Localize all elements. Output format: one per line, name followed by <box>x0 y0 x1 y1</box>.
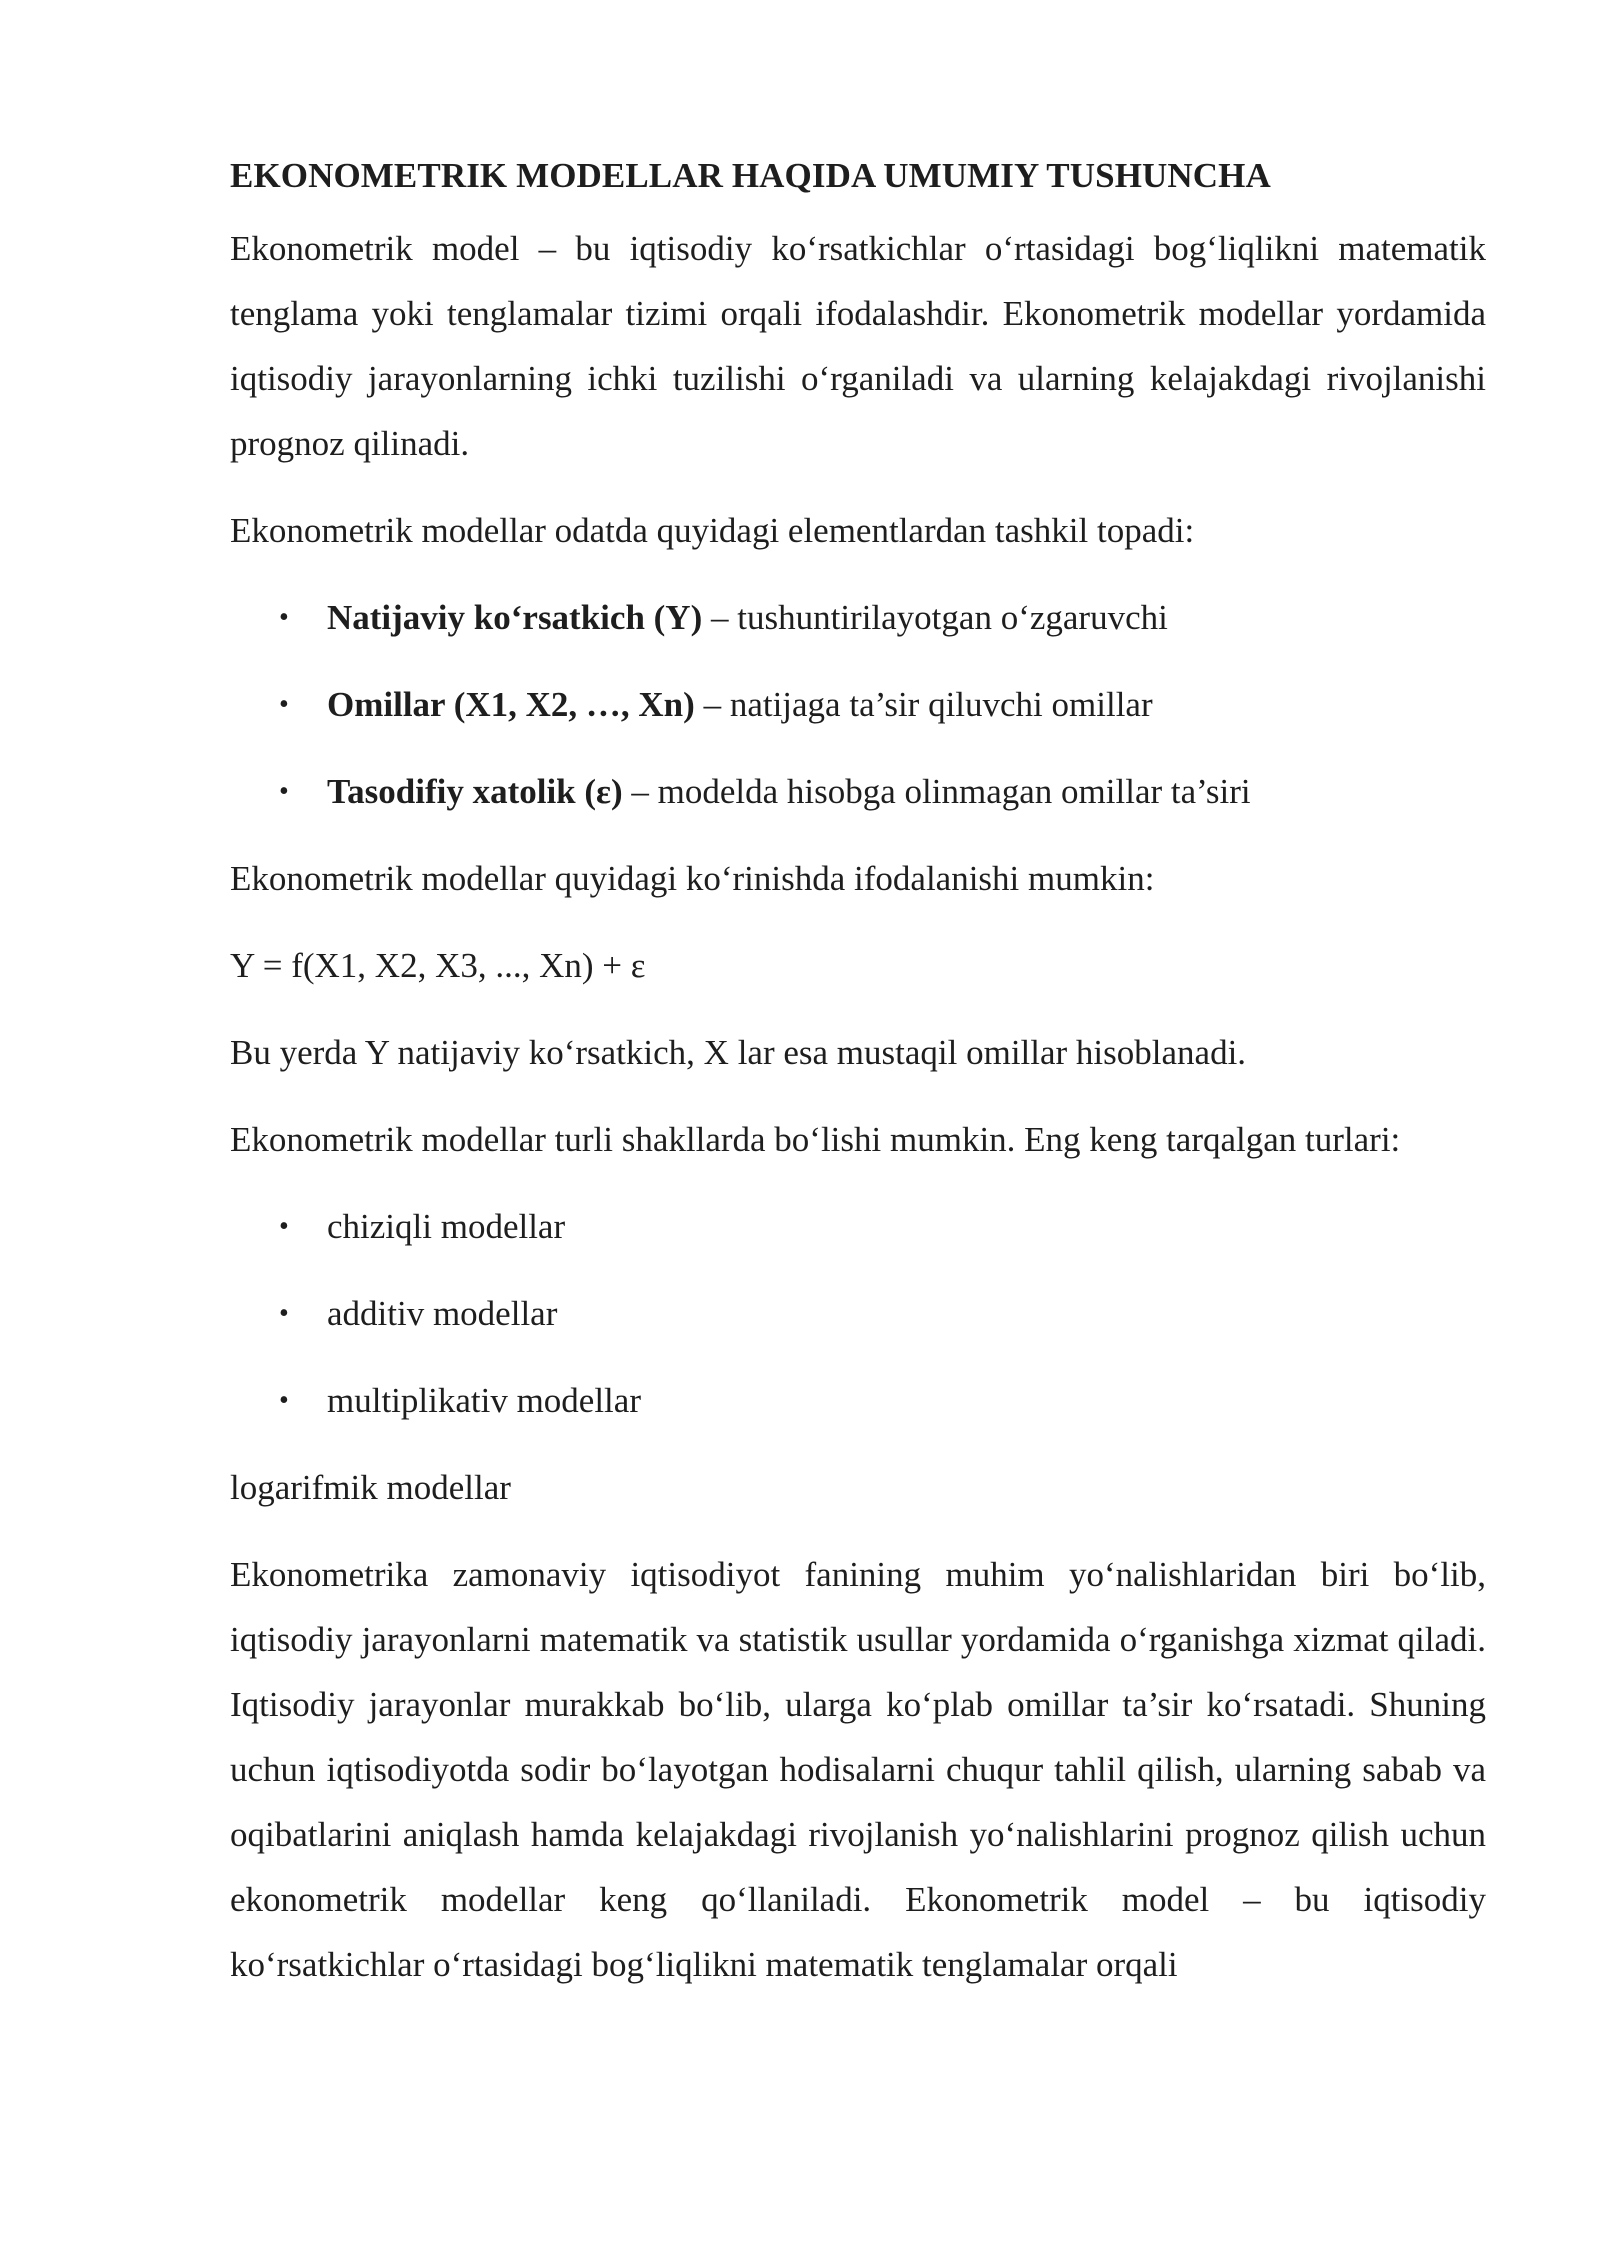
paragraph-variables-explanation: Bu yerda Y natijaviy koʻrsatkich, X lar esa mustaqil omillar hisoblanadi. <box>230 1033 1247 1072</box>
paragraph-types-intro: Ekonometrik modellar turli shakllarda boʻlishi mumkin. Eng keng tarqalgan turlari: <box>230 1120 1401 1159</box>
list-item-term: Omillar (X1, X2, …, Xn) <box>327 685 695 724</box>
document-page <box>230 150 1486 2019</box>
paragraph-logarithmic-models: logarifmik modellar <box>230 1468 511 1507</box>
list-item <box>230 672 1486 737</box>
list-item-text: additiv modellar <box>327 1294 558 1333</box>
paragraph-definition: Ekonometrik model – bu iqtisodiy koʻrsatkichlar oʻrtasidagi bogʻliqlikni matematik tenglama yoki tenglamalar tizimi orqali ifodalashdir. Ekonometrik modellar yordamida iqtisodiy jarayonlarning ichki tuzilishi oʻrganiladi va ularning kelajakdagi rivojlanishi prognoz qilinadi. <box>230 229 1486 463</box>
list-item <box>230 1281 1486 1346</box>
list-item-desc: – modelda hisobga olinmagan omillar ta’siri <box>622 772 1251 811</box>
list-item <box>230 1368 1486 1433</box>
list-item <box>230 759 1486 824</box>
bullet-icon: • <box>279 1385 289 1416</box>
paragraph-elements-intro: Ekonometrik modellar odatda quyidagi elementlardan tashkil topadi: <box>230 511 1195 550</box>
list-item-term: Natijaviy koʻrsatkich (Y) <box>327 598 703 637</box>
list-item-text: chiziqli modellar <box>327 1207 566 1246</box>
paragraph-econometrics-overview: Ekonometrika zamonaviy iqtisodiyot fanining muhim yoʻnalishlaridan biri boʻlib, iqtisodiy jarayonlarni matematik va statistik usullar yordamida oʻrganishga xizmat qiladi. Iqtisodiy jarayonlar murakkab boʻlib, ularga koʻplab omillar ta’sir koʻrsatadi. Shuning uchun iqtisodiyotda sodir boʻlayotgan hodisalarni chuqur tahlil qilish, ularning sabab va oqibatlarini aniqlash hamda kelajakdagi rivojlanish yoʻnalishlarini prognoz qilish uchun ekonometrik modellar keng qoʻllaniladi. Ekonometrik model – bu iqtisodiy koʻrsatkichlar oʻrtasidagi bogʻliqlikni matematik tenglamalar orqali <box>230 1555 1486 1984</box>
elements-list <box>230 585 1486 824</box>
list-item <box>230 1194 1486 1259</box>
types-list <box>230 1194 1486 1433</box>
model-formula: Y = f(X1, X2, X3, ..., Xn) + ε <box>230 946 646 985</box>
paragraph-form-intro: Ekonometrik modellar quyidagi koʻrinishda ifodalanishi mumkin: <box>230 859 1155 898</box>
list-item-text: multiplikativ modellar <box>327 1381 641 1420</box>
list-item-desc: – tushuntirilayotgan oʻzgaruvchi <box>702 598 1168 637</box>
list-item-desc: – natijaga ta’sir qiluvchi omillar <box>694 685 1153 724</box>
bullet-icon: • <box>279 689 289 720</box>
bullet-icon: • <box>279 776 289 807</box>
bullet-icon: • <box>279 1211 289 1242</box>
bullet-icon: • <box>279 1298 289 1329</box>
document-title: EKONOMETRIK MODELLAR HAQIDA UMUMIY TUSHUNCHA <box>230 156 1271 195</box>
list-item-term: Tasodifiy xatolik (ε) <box>327 772 623 811</box>
list-item <box>230 585 1486 650</box>
bullet-icon: • <box>279 602 289 633</box>
